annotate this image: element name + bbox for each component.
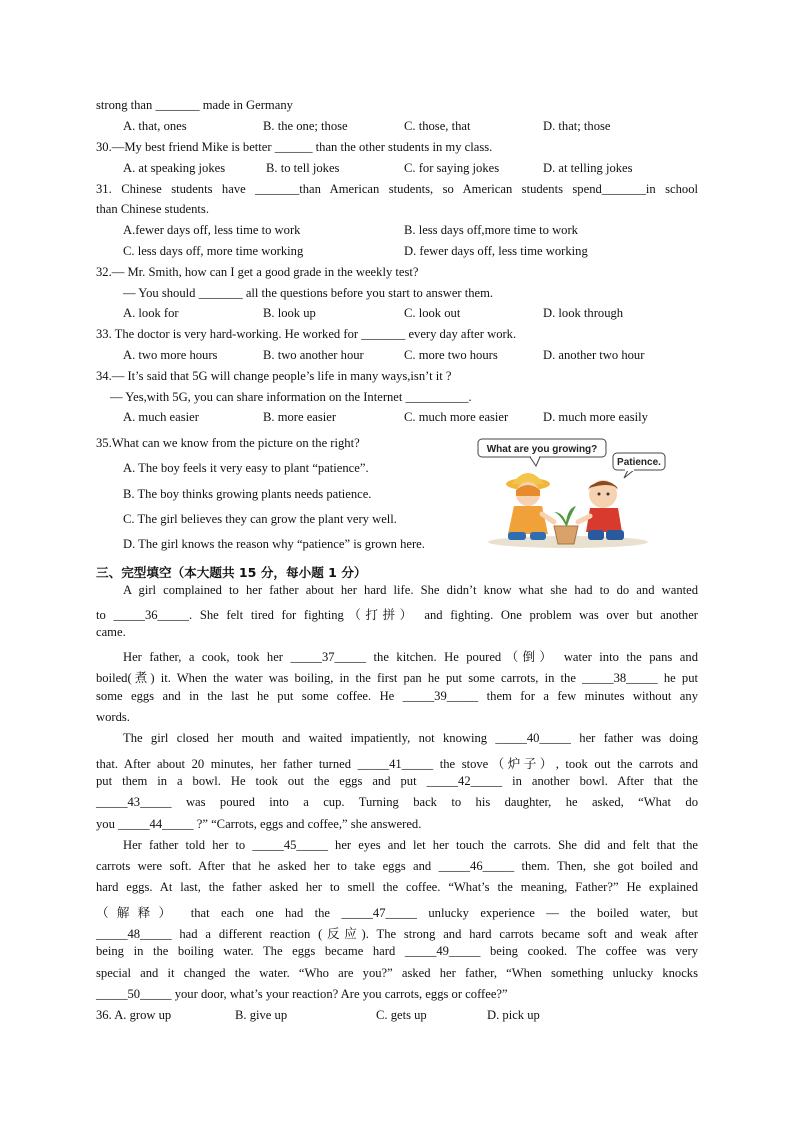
q31-option-c: C. less days off, more time working [123, 244, 304, 258]
q33-option-d: D. another two hour [543, 348, 645, 362]
q34-option-d: D. much more easily [543, 410, 648, 424]
q35-stem: 35.What can we know from the picture on the right? [96, 436, 360, 450]
passage-line: （解释） that each one had the _____47_____ unlucky experience — the boiled water, but [96, 906, 698, 920]
q36-option-d: D. pick up [487, 1008, 540, 1022]
q30-stem: 30.—My best friend Mike is better ______ than the other students in my class. [96, 140, 493, 154]
q31-option-a: A.fewer days off, less time to work [123, 223, 301, 237]
section-heading: 三、完型填空（本大题共 15 分，每小题 1 分） [96, 565, 367, 580]
passage-line: A girl complained to her father about her hard life. She didn’t know what she had to do and wanted [123, 583, 698, 597]
q30-option-d: D. at telling jokes [543, 161, 633, 175]
q34-option-c: C. much more easier [404, 410, 509, 424]
q31-option-d: D. fewer days off, less time working [404, 244, 588, 258]
bubble-left-text: What are you growing? [486, 444, 598, 455]
passage-line: carrots were soft. After that he asked her to take eggs and _____46_____ them. Then, she got boiled and [96, 859, 698, 873]
q29-option-d: D. that; those [543, 119, 611, 133]
q35-option-c: C. The girl believes they can grow the plant very well. [123, 512, 397, 526]
q31-stem-line2: than Chinese students. [96, 202, 209, 216]
q34-stem-line2: — Yes,with 5G, you can share information on the Internet __________. [110, 390, 472, 404]
passage-line: that. After about 20 minutes, her father turned _____41_____ the stove（炉子）, took out the carrots and [96, 757, 698, 771]
q32-option-c: C. look out [404, 306, 461, 320]
q34-stem-line1: 34.— It’s said that 5G will change people’s life in many ways,isn’t it ? [96, 369, 452, 383]
q36-option-c: C. gets up [376, 1008, 427, 1022]
q35-picture [468, 436, 676, 552]
passage-line: special and it changed the water. “Who are you?” asked her father, “When something unlucky knocks [96, 966, 698, 980]
q32-stem-line2: — You should _______ all the questions before you start to answer them. [123, 286, 494, 300]
passage-line: _____50_____ your door, what’s your reaction? Are you carrots, eggs or coffee?” [96, 987, 508, 1001]
passage-line: Her father told her to _____45_____ her eyes and let her touch the carrots. She did and felt that the [123, 838, 698, 852]
bubble-right-text: Patience. [617, 457, 661, 468]
q36-option-b: B. give up [235, 1008, 288, 1022]
passage-line: words. [96, 710, 130, 724]
passage-line: to _____36_____. She felt tired for fighting（打拼） and fighting. One problem was over but another [96, 608, 698, 622]
q29-option-b: B. the one; those [263, 119, 348, 133]
q29-option-c: C. those, that [404, 119, 471, 133]
q31-stem-line1: 31. Chinese students have _______than American students, so American students spend_______in school [96, 182, 698, 196]
q33-option-c: C. more two hours [404, 348, 498, 362]
q29-option-a: A. that, ones [123, 119, 187, 133]
q30-option-c: C. for saying jokes [404, 161, 500, 175]
passage-line: _____43_____ was poured into a cup. Turning back to his daughter, he asked, “What do [96, 795, 698, 809]
boy-figure [578, 480, 624, 540]
q35-option-d: D. The girl knows the reason why “patience” is grown here. [123, 537, 425, 551]
passage-line: boiled(煮) it. When the water was boiling, in the first pan he put some carrots, in the _____38_____ he put [96, 671, 698, 685]
plant-pot [554, 506, 578, 544]
q34-option-b: B. more easier [263, 410, 337, 424]
q32-option-a: A. look for [123, 306, 179, 320]
q30-option-b: B. to tell jokes [266, 161, 340, 175]
passage-line: came. [96, 625, 126, 639]
q32-stem-line1: 32.— Mr. Smith, how can I get a good grade in the weekly test? [96, 265, 419, 279]
passage-line: hard eggs. At last, the father asked her to smell the coffee. “What’s the meaning, Father?” He explained [96, 880, 698, 894]
q35-option-a: A. The boy feels it very easy to plant “patience”. [123, 461, 369, 475]
passage-line: The girl closed her mouth and waited impatiently, not knowing _____40_____ her father was doing [123, 731, 698, 745]
q32-option-d: D. look through [543, 306, 624, 320]
passage-line: put them in a bowl. He took out the eggs and put _____42_____ in another bowl. After that the [96, 774, 698, 788]
passage-line: Her father, a cook, took her _____37_____ the kitchen. He poured（倒） water into the pans and [123, 650, 698, 664]
passage-line: you _____44_____ ?” “Carrots, eggs and coffee,” she answered. [96, 817, 422, 831]
q33-option-b: B. two another hour [263, 348, 364, 362]
q33-stem: 33. The doctor is very hard-working. He worked for _______ every day after work. [96, 327, 517, 341]
q31-option-b: B. less days off,more time to work [404, 223, 578, 237]
kids-planting-illustration [468, 436, 676, 552]
q33-option-a: A. two more hours [123, 348, 218, 362]
q35-option-b: B. The boy thinks growing plants needs patience. [123, 487, 372, 501]
q30-option-a: A. at speaking jokes [123, 161, 226, 175]
passage-line: _____48_____ had a different reaction (反应). The strong and hard carrots became soft and weak after [96, 927, 698, 941]
passage-line: being in the boiling water. The eggs became hard _____49_____ being cooked. The coffee was very [96, 944, 698, 958]
girl-figure [506, 473, 554, 540]
q32-option-b: B. look up [263, 306, 316, 320]
q29-tail: strong than _______ made in Germany [96, 98, 293, 112]
passage-line: some eggs and in the last he put some coffee. He _____39_____ them for a few minutes without any [96, 689, 698, 703]
q36-option-a: 36. A. grow up [96, 1008, 172, 1022]
q34-option-a: A. much easier [123, 410, 199, 424]
